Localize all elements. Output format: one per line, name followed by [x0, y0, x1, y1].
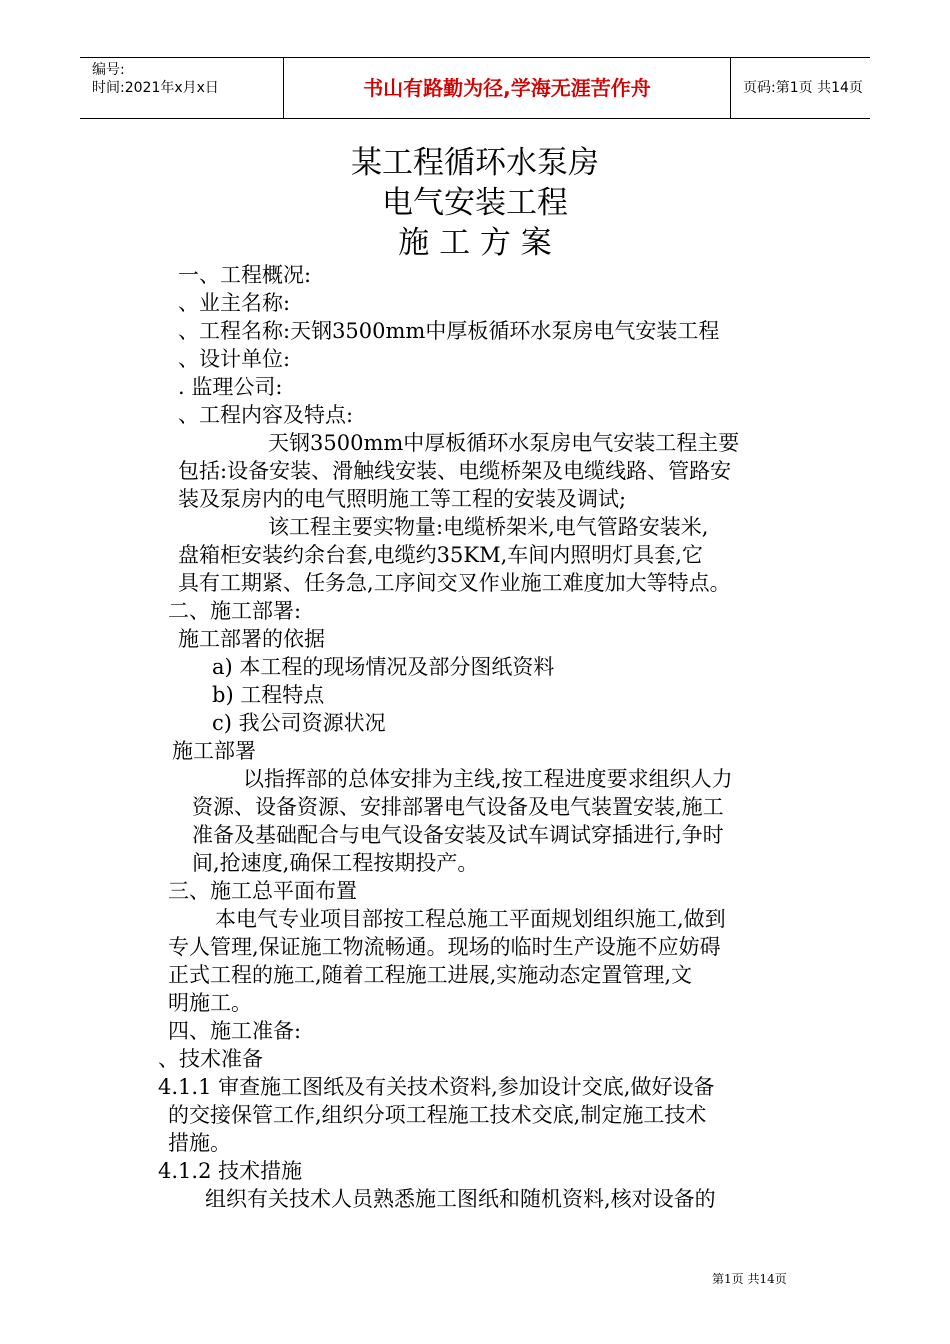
body-line: . 监理公司: [178, 375, 283, 399]
paragraph-line: 组织有关技术人员熟悉施工图纸和随机资料,核对设备的 [205, 1187, 716, 1211]
list-item: a) 本工程的现场情况及部分图纸资料 [212, 655, 555, 679]
paragraph-line: 本电气专业项目部按工程总施工平面规划组织施工,做到 [215, 907, 726, 931]
paragraph-line: 正式工程的施工,随着工程施工进展,实施动态定置管理,文 [168, 963, 693, 987]
paragraph-line: 4.1.1 审查施工图纸及有关技术资料,参加设计交底,做好设备 [158, 1075, 715, 1099]
title-line-1: 某工程循环水泵房 [351, 145, 599, 181]
section-heading: 一、工程概况: [178, 263, 312, 287]
paragraph-line: 专人管理,保证施工物流畅通。现场的临时生产设施不应妨碍 [168, 935, 721, 959]
subheading: 施工部署的依据 [178, 627, 325, 651]
body-line: 、工程名称:天钢3500mm中厚板循环水泵房电气安装工程 [178, 319, 720, 343]
subheading: 4.1.2 技术措施 [158, 1159, 303, 1183]
paragraph-line: 措施。 [168, 1131, 231, 1155]
paragraph-line: 间,抢速度,确保工程按期投产。 [192, 851, 479, 875]
body-line: 、业主名称: [178, 291, 291, 315]
header-page-number: 页码:第1页 共14页 [743, 80, 863, 96]
paragraph-line: 包括:设备安装、滑触线安装、电缆桥架及电缆线路、管路安 [178, 459, 732, 483]
page-footer: 第1页 共14页 [712, 1272, 787, 1286]
header-info [80, 58, 283, 118]
paragraph-line: 具有工期紧、任务急,工序间交叉作业施工难度加大等特点。 [178, 571, 731, 595]
list-item: b) 工程特点 [212, 683, 325, 707]
paragraph-line: 资源、设备资源、安排部署电气设备及电气装置安装,施工 [192, 795, 724, 819]
title-line-2: 电气安装工程 [382, 185, 568, 221]
body-line: 、设计单位: [178, 347, 291, 371]
subheading: 施工部署 [172, 739, 256, 763]
paragraph-line: 的交接保管工作,组织分项工程施工技术交底,制定施工技术 [168, 1103, 707, 1127]
subheading: 、技术准备 [158, 1047, 263, 1071]
paragraph-line: 以指挥部的总体安排为主线,按工程进度要求组织人力 [243, 767, 733, 791]
paragraph-line: 明施工。 [168, 991, 252, 1015]
header-motto: 书山有路勤为径,学海无涯苦作舟 [283, 58, 731, 118]
paragraph-line: 盘箱柜安装约余台套,电缆约35KM,车间内照明灯具套,它 [178, 543, 703, 567]
title-line-3: 施 工 方 案 [398, 225, 552, 261]
paragraph-line: 该工程主要实物量:电缆桥架米,电气管路安装米, [268, 515, 709, 539]
paragraph-line: 准备及基础配合与电气设备安装及试车调试穿插进行,争时 [192, 823, 724, 847]
body-line: 、工程内容及特点: [178, 403, 354, 427]
page-header [80, 57, 870, 119]
section-heading: 二、施工部署: [168, 599, 302, 623]
paragraph-line: 装及泵房内的电气照明施工等工程的安装及调试; [178, 487, 627, 511]
section-heading: 四、施工准备: [168, 1019, 302, 1043]
section-heading: 三、施工总平面布置 [168, 879, 357, 903]
document-number-label: 编号: [92, 62, 125, 78]
document-time-label: 时间:2021年x月x日 [92, 80, 219, 96]
paragraph-line: 天钢3500mm中厚板循环水泵房电气安装工程主要 [268, 431, 740, 455]
list-item: c) 我公司资源状况 [212, 711, 386, 735]
